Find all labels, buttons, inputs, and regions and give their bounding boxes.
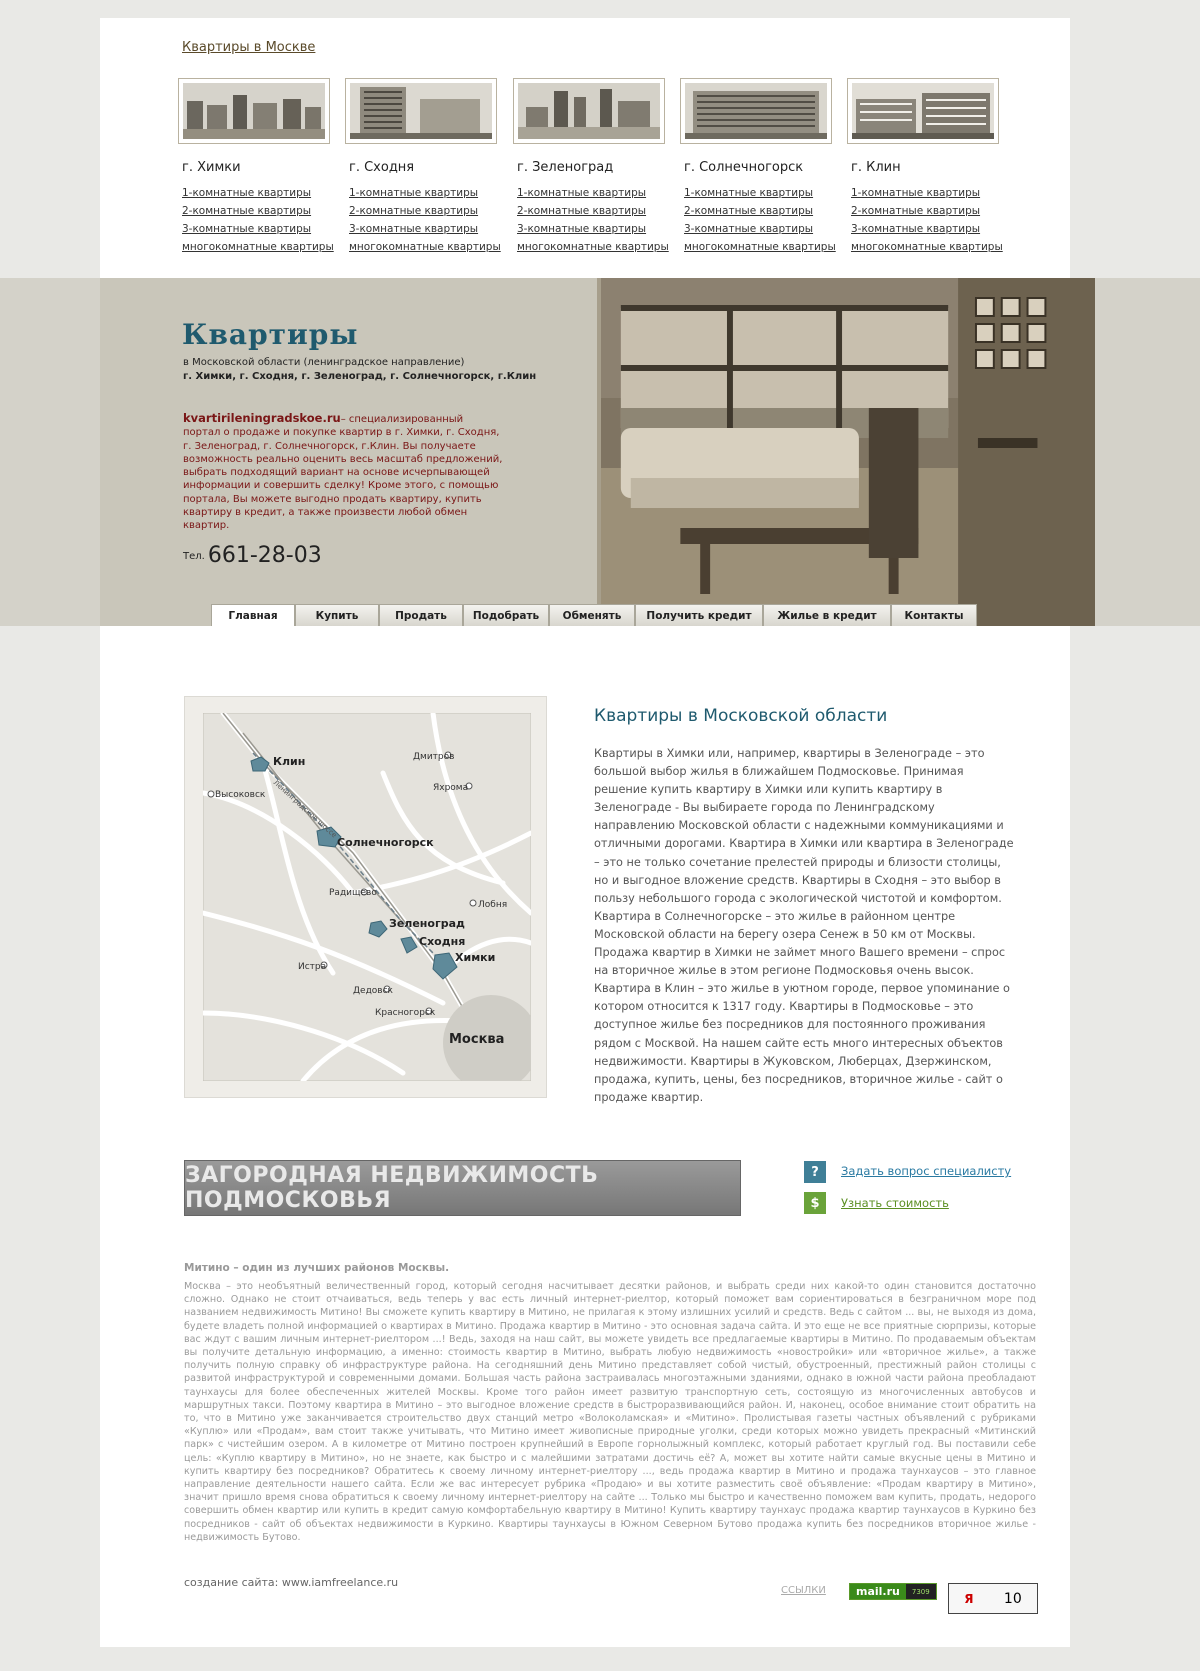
nav-tab-get-credit[interactable]: Получить кредит (635, 604, 763, 626)
site-title-link[interactable]: Квартиры в Москве (182, 40, 316, 55)
phone-number: 661-28-03 (207, 543, 322, 568)
map-label-khimki: Химки (455, 951, 496, 964)
city-photo-image (685, 83, 827, 139)
hero-cities: г. Химки, г. Сходня, г. Зеленоград, г. Солнечногорск, г.Клин (183, 371, 537, 382)
yandex-count: 10 (1003, 1590, 1022, 1607)
map-label-moskva: Москва (449, 1032, 505, 1047)
mail-counter[interactable] (849, 1583, 937, 1600)
city-link-multiroom[interactable]: многокомнатные квартиры (349, 241, 501, 253)
city-photo-image (183, 83, 325, 139)
footer-links[interactable]: ССЫЛКИ (781, 1585, 826, 1596)
city-gallery (178, 78, 1058, 258)
hero-side-strip-right (1095, 278, 1200, 626)
city-photo[interactable] (345, 78, 497, 144)
map-label-klin: Клин (273, 755, 306, 768)
map-label-radishchevo: Радищево (329, 888, 377, 898)
city-skhodnya (345, 78, 505, 256)
city-photo[interactable] (680, 78, 832, 144)
city-khimki (178, 78, 338, 256)
city-link-3room[interactable]: 3-комнатные квартиры (182, 223, 312, 235)
city-link-2room[interactable]: 2-комнатные квартиры (349, 205, 479, 217)
city-link-1room[interactable]: 1-комнатные квартиры (851, 187, 981, 199)
city-klin (847, 78, 1007, 256)
city-photo[interactable] (513, 78, 665, 144)
city-photo[interactable] (847, 78, 999, 144)
section-title: Квартиры в Московской области (594, 706, 888, 726)
get-price-link[interactable]: Узнать стоимость (841, 1196, 949, 1210)
phone-label: Тел. (183, 551, 205, 562)
footer-credit[interactable]: создание сайта: www.iamfreelance.ru (184, 1576, 399, 1589)
city-name: г. Сходня (349, 160, 415, 175)
map-label-solnechnogorsk: Солнечногорск (337, 836, 434, 849)
hero-side-strip (0, 278, 100, 626)
seo-title: Митино – один из лучших районов Москвы. (184, 1262, 450, 1274)
map-label-istra: Истра (298, 962, 327, 972)
main-nav (211, 604, 977, 626)
hero-phone (183, 543, 322, 568)
nav-tab-exchange[interactable]: Обменять (549, 604, 635, 626)
nav-tab-housing-credit[interactable]: Жилье в кредит (763, 604, 891, 626)
city-link-multiroom[interactable]: многокомнатные квартиры (851, 241, 1003, 253)
hero-description-text: – специализированный портал о продаже и покупке квартир в г. Химки, г. Сходня, г. Зеленоград, г. Солнечногорск, г.Клин. Вы получаете возможность реально оценить весь масштаб предложений, выбрать подходящий вариант на основе исчерпывающей информации и совершить сделку! Кроме этого, с помощью портала, Вы можете выгодно продать квартиру, купить квартиру в кредит, а также произвести любой обмен квартир. (183, 414, 503, 532)
city-link-multiroom[interactable]: многокомнатные квартиры (684, 241, 836, 253)
seo-text: Москва – это необъятный величественный город, который сегодня насчитывает десятки районов, и выбрать среди них какой-то один становится достаточно сложно. Однако не стоит отчаиваться, ведь теперь у вас есть личный интернет-риелтор, который поможет вам сориентироваться в безграничном море под названием недвижимость Митино! Вы сможете купить квартиру в Митино, не прилагая к этому излишних усилий и средств. Ведь с сайтом ... вы, не выходя из дома, будете владеть полной информацией о квартирах в Митино. Продажа квартир в Митино - это основная задача сайта. И это еще не все приятные сюрпризы, которые вас ждут с вашим личным интернет-риелтором ...! Ведь, заходя на наш сайт, вы можете увидеть все предлагаемые квартиры в Митино. По продаваемым объектам вы получите детальную информацию, а именно: стоимость квартир в Митино, выбрать любую недвижимость «новостройки» или «вторичное жилье», а также получить полную справку об инфраструктуре района. На сегодняшний день Митино представляет собой чистый, обустроенный, престижный район столицы с развитой инфраструктурой и современными домами. Большая часть района застраивалась многоэтажными зданиями, однако в южной части района преобладают таунхаусы для более обеспеченных жителей Москвы. Кроме того район имеет развитую транспортную сеть, состоящую из многочисленных автобусов и маршрутных такси. Поэтому квартира в Митино – это выгодное вложение средств в быстроразвивающийся район. И, наконец, особое внимание стоит обратить на то, что в Митино уже заканчивается строительство двух станций метро «Волоколамская» и «Митино». Пролистывая газеты частных объявлений с рубриками «Куплю» или «Продам», вам стоит также учитывать, что Митино имеет живописные природные уголки, среди которых можно увидеть прекрасный «Митинский парк» с чистейшим озером. А в километре от Митино построен крупнейший в Европе горнолыжный комплекс, который работает круглый год. Вы поставили себе цель: «Куплю квартиру в Митино», но не знаете, как быстро и с малейшими затратами достичь её? А, может вы хотите найти самые вкусные цены в Митино и купить квартиру без посредников? Обратитесь к своему личному интернет-риелтору ..., ведь продажа квартир в Митино и продажа таунхаусов – это главное направление деятельности нашего сайта. Если же вас интересует рубрика «Продаю» и вы хотите разместить своё объявление: «Продам квартиру в Митино», значит пришло время снова обратиться к своему личному интернет-риелтору на сайте ... Только мы быстро и качественно поможем вам купить, продать, недорого совершить обмен квартир или купить в кредит самую комфортабельную квартиру в Митино! Купить квартиру таунхаус продажа квартир таунхаусов в Куркино без посредников - сайт об объектах недвижимости в Куркино. Квартиры таунхаусы в Южном Северном Бутово продажа купить без посредников вторичное жилье - недвижимость Бутово. (184, 1281, 1036, 1543)
city-link-1room[interactable]: 1-комнатные квартиры (517, 187, 647, 199)
hero-site-name: kvartirileningradskoe.ru (183, 411, 341, 425)
nav-tab-buy[interactable]: Купить (295, 604, 379, 626)
dollar-icon: $ (804, 1192, 826, 1214)
hero-subtitle: в Московской области (ленинградское направление) (183, 357, 465, 368)
map-label-yakhroma: Яхрома (433, 783, 469, 793)
city-link-2room[interactable]: 2-комнатные квартиры (684, 205, 814, 217)
country-realty-banner[interactable]: ЗАГОРОДНАЯ НЕДВИЖИМОСТЬ ПОДМОСКОВЬЯ (184, 1160, 741, 1216)
yandex-counter[interactable] (948, 1583, 1038, 1614)
city-link-2room[interactable]: 2-комнатные квартиры (517, 205, 647, 217)
city-solnechnogorsk (680, 78, 840, 256)
mail-logo: mail.ru (850, 1584, 906, 1599)
nav-tab-contacts[interactable]: Контакты (891, 604, 977, 626)
nav-tab-home[interactable]: Главная (211, 604, 295, 626)
city-photo-image (518, 83, 660, 139)
map-label-krasnogorsk: Красногорск (375, 1008, 436, 1018)
city-link-1room[interactable]: 1-комнатные квартиры (349, 187, 479, 199)
map-label-dmitrov: Дмитров (413, 752, 455, 762)
city-link-1room[interactable]: 1-комнатные квартиры (182, 187, 312, 199)
mail-count: 7309 (911, 1587, 930, 1596)
city-name: г. Химки (182, 160, 241, 175)
city-link-2room[interactable]: 2-комнатные квартиры (182, 205, 312, 217)
city-link-1room[interactable]: 1-комнатные квартиры (684, 187, 814, 199)
nav-tab-sell[interactable]: Продать (379, 604, 463, 626)
city-name: г. Клин (851, 160, 901, 175)
question-icon: ? (804, 1161, 826, 1183)
region-map[interactable] (184, 696, 547, 1098)
hero-section (0, 278, 1200, 626)
nav-tab-select[interactable]: Подобрать (463, 604, 549, 626)
city-link-multiroom[interactable]: многокомнатные квартиры (182, 241, 334, 253)
hero-title: Квартиры (182, 318, 359, 351)
hero-description (183, 412, 503, 533)
map-label-road: Ленинградское шоссе (271, 778, 339, 840)
city-photo-image (350, 83, 492, 139)
city-photo[interactable] (178, 78, 330, 144)
city-link-3room[interactable]: 3-комнатные квартиры (349, 223, 479, 235)
city-link-3room[interactable]: 3-комнатные квартиры (851, 223, 981, 235)
map-label-skhodnya: Сходня (419, 935, 466, 948)
section-text: Квартиры в Химки или, например, квартиры в Зеленограде – это большой выбор жилья в ближайшем Подмосковье. Принимая решение купить квартиру в Химки или купить квартиру в Зеленограде - Вы выбираете города по Ленинградскому направлению Московской области с надежными коммуникациями и отличными дорогами. Квартира в Химки или квартира в Зеленограде – это не только сочетание прелестей природы и близости столицы, но и выгодное вложение средств. Квартиры в Сходня – это выбор в пользу небольшого города с экологической чистотой и комфортом. Квартира в Солнечногорске – это жилье в районном центре Московской области на берегу озера Сенеж в 50 км от Москвы. Продажа квартир в Химки не займет много Вашего времени – спрос на вторичное жилье в этом регионе Подмосковья очень высок. Квартира в Клин – это жилье в уютном городе, первое упоминание о котором относится к 1317 году. Квартиры в Подмосковье – это доступное жилье без посредников для постоянного проживания рядом с Москвой. На нашем сайте есть много интересных объектов недвижимости. Квартиры в Жуковском, Люберцах, Дзержинском, продажа, купить, цены, без посредников, вторичное жилье - сайт о продаже квартир. (594, 747, 1014, 1104)
city-name: г. Зеленоград (517, 160, 614, 175)
city-link-3room[interactable]: 3-комнатные квартиры (517, 223, 647, 235)
map-label-vysokovsk: Высоковск (215, 790, 266, 800)
city-zelenograd (513, 78, 673, 256)
city-photo-image (852, 83, 994, 139)
city-link-3room[interactable]: 3-комнатные квартиры (684, 223, 814, 235)
yandex-logo: Я (964, 1591, 974, 1606)
city-name: г. Солнечногорск (684, 160, 804, 175)
city-link-2room[interactable]: 2-комнатные квартиры (851, 205, 981, 217)
hero-interior-photo (597, 278, 1095, 626)
map-label-lobnya: Лобня (478, 900, 508, 910)
map-label-dedovsk: Дедовск (353, 986, 393, 996)
city-link-multiroom[interactable]: многокомнатные квартиры (517, 241, 669, 253)
map-label-zelenograd: Зеленоград (389, 917, 465, 930)
ask-specialist-link[interactable]: Задать вопрос специалисту (841, 1164, 1012, 1178)
